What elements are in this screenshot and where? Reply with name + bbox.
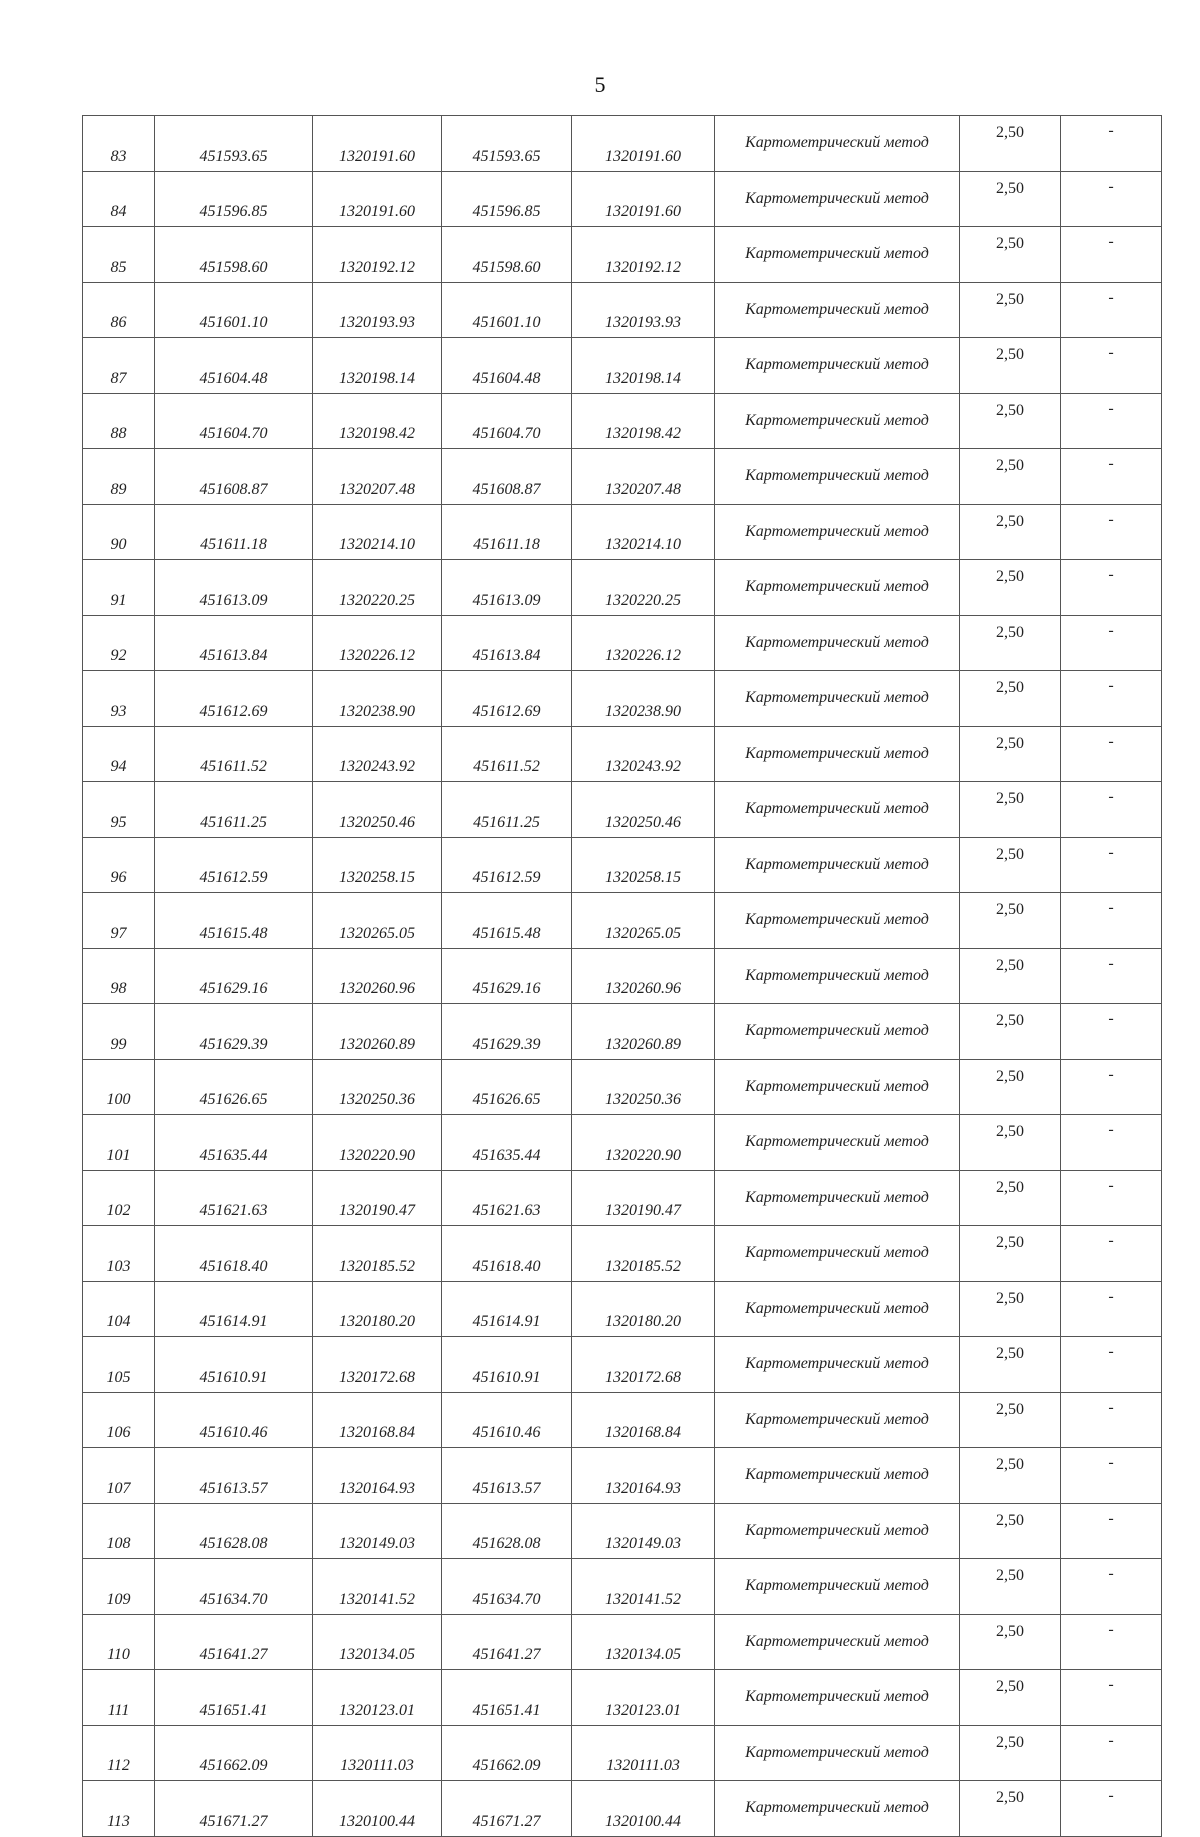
point-number-cell: 97 (83, 893, 155, 949)
table-row (83, 504, 1162, 560)
note-cell: - (1061, 1559, 1162, 1615)
method-cell: Картометрический метод (715, 1503, 960, 1559)
table-row (83, 671, 1162, 727)
point-number-cell: 95 (83, 782, 155, 838)
note-cell: - (1061, 1503, 1162, 1559)
accuracy-cell: 2,50 (960, 893, 1061, 949)
note-cell: - (1061, 782, 1162, 838)
point-number-cell: 84 (83, 171, 155, 227)
note-cell: - (1061, 671, 1162, 727)
table-row (83, 782, 1162, 838)
x-existing-cell: 451628.08 (155, 1503, 313, 1559)
page-number: 5 (594, 72, 606, 97)
accuracy-cell: 2,50 (960, 1670, 1061, 1726)
x-existing-cell: 451611.18 (155, 504, 313, 560)
accuracy-cell: 2,50 (960, 615, 1061, 671)
note-cell: - (1061, 1448, 1162, 1504)
x-new-cell: 451598.60 (442, 227, 572, 283)
y-existing-cell: 1320250.36 (313, 1059, 442, 1115)
x-new-cell: 451629.39 (442, 1004, 572, 1060)
x-new-cell: 451621.63 (442, 1170, 572, 1226)
note-cell: - (1061, 1670, 1162, 1726)
accuracy-cell: 2,50 (960, 1559, 1061, 1615)
x-existing-cell: 451635.44 (155, 1115, 313, 1171)
table-row (83, 1448, 1162, 1504)
x-new-cell: 451634.70 (442, 1559, 572, 1615)
method-cell: Картометрический метод (715, 227, 960, 283)
accuracy-cell: 2,50 (960, 1448, 1061, 1504)
method-cell: Картометрический метод (715, 1559, 960, 1615)
table-row (83, 615, 1162, 671)
y-existing-cell: 1320207.48 (313, 449, 442, 505)
y-existing-cell: 1320191.60 (313, 171, 442, 227)
table-row (83, 948, 1162, 1004)
x-existing-cell: 451608.87 (155, 449, 313, 505)
y-existing-cell: 1320238.90 (313, 671, 442, 727)
point-number-cell: 96 (83, 837, 155, 893)
table-row (83, 116, 1162, 172)
point-number-cell: 113 (83, 1781, 155, 1837)
y-existing-cell: 1320260.96 (313, 948, 442, 1004)
x-new-cell: 451615.48 (442, 893, 572, 949)
table-row (83, 1004, 1162, 1060)
note-cell: - (1061, 1392, 1162, 1448)
note-cell: - (1061, 1725, 1162, 1781)
x-existing-cell: 451601.10 (155, 282, 313, 338)
point-number-cell: 99 (83, 1004, 155, 1060)
point-number-cell: 104 (83, 1281, 155, 1337)
x-existing-cell: 451615.48 (155, 893, 313, 949)
note-cell: - (1061, 1170, 1162, 1226)
accuracy-cell: 2,50 (960, 671, 1061, 727)
y-new-cell: 1320100.44 (572, 1781, 715, 1837)
point-number-cell: 98 (83, 948, 155, 1004)
accuracy-cell: 2,50 (960, 1503, 1061, 1559)
y-new-cell: 1320191.60 (572, 116, 715, 172)
accuracy-cell: 2,50 (960, 393, 1061, 449)
method-cell: Картометрический метод (715, 726, 960, 782)
coordinates-table (82, 115, 1162, 1837)
y-existing-cell: 1320123.01 (313, 1670, 442, 1726)
note-cell: - (1061, 171, 1162, 227)
note-cell: - (1061, 449, 1162, 505)
x-new-cell: 451604.48 (442, 338, 572, 394)
y-existing-cell: 1320258.15 (313, 837, 442, 893)
note-cell: - (1061, 837, 1162, 893)
x-existing-cell: 451671.27 (155, 1781, 313, 1837)
y-new-cell: 1320191.60 (572, 171, 715, 227)
note-cell: - (1061, 338, 1162, 394)
accuracy-cell: 2,50 (960, 171, 1061, 227)
table-row (83, 1670, 1162, 1726)
point-number-cell: 92 (83, 615, 155, 671)
y-existing-cell: 1320226.12 (313, 615, 442, 671)
note-cell: - (1061, 560, 1162, 616)
x-new-cell: 451610.91 (442, 1337, 572, 1393)
x-new-cell: 451614.91 (442, 1281, 572, 1337)
y-existing-cell: 1320220.25 (313, 560, 442, 616)
note-cell: - (1061, 1059, 1162, 1115)
x-new-cell: 451611.52 (442, 726, 572, 782)
table-row (83, 1337, 1162, 1393)
x-existing-cell: 451629.39 (155, 1004, 313, 1060)
y-new-cell: 1320111.03 (572, 1725, 715, 1781)
y-existing-cell: 1320100.44 (313, 1781, 442, 1837)
accuracy-cell: 2,50 (960, 1004, 1061, 1060)
x-existing-cell: 451626.65 (155, 1059, 313, 1115)
x-new-cell: 451641.27 (442, 1614, 572, 1670)
note-cell: - (1061, 948, 1162, 1004)
point-number-cell: 87 (83, 338, 155, 394)
table-row (83, 1059, 1162, 1115)
y-existing-cell: 1320265.05 (313, 893, 442, 949)
point-number-cell: 90 (83, 504, 155, 560)
table-row (83, 227, 1162, 283)
method-cell: Картометрический метод (715, 893, 960, 949)
accuracy-cell: 2,50 (960, 1337, 1061, 1393)
y-new-cell: 1320172.68 (572, 1337, 715, 1393)
x-new-cell: 451596.85 (442, 171, 572, 227)
table-row (83, 171, 1162, 227)
point-number-cell: 112 (83, 1725, 155, 1781)
x-new-cell: 451626.65 (442, 1059, 572, 1115)
table-row (83, 1115, 1162, 1171)
y-new-cell: 1320198.42 (572, 393, 715, 449)
x-new-cell: 451612.69 (442, 671, 572, 727)
note-cell: - (1061, 393, 1162, 449)
x-new-cell: 451629.16 (442, 948, 572, 1004)
accuracy-cell: 2,50 (960, 948, 1061, 1004)
method-cell: Картометрический метод (715, 338, 960, 394)
x-new-cell: 451612.59 (442, 837, 572, 893)
point-number-cell: 88 (83, 393, 155, 449)
table-row (83, 1725, 1162, 1781)
x-new-cell: 451618.40 (442, 1226, 572, 1282)
x-existing-cell: 451611.25 (155, 782, 313, 838)
method-cell: Картометрический метод (715, 171, 960, 227)
method-cell: Картометрический метод (715, 1781, 960, 1837)
table-row (83, 1559, 1162, 1615)
y-new-cell: 1320198.14 (572, 338, 715, 394)
y-existing-cell: 1320193.93 (313, 282, 442, 338)
y-existing-cell: 1320149.03 (313, 1503, 442, 1559)
method-cell: Картометрический метод (715, 449, 960, 505)
point-number-cell: 83 (83, 116, 155, 172)
y-new-cell: 1320134.05 (572, 1614, 715, 1670)
table-row (83, 449, 1162, 505)
y-existing-cell: 1320192.12 (313, 227, 442, 283)
note-cell: - (1061, 1004, 1162, 1060)
point-number-cell: 109 (83, 1559, 155, 1615)
method-cell: Картометрический метод (715, 1725, 960, 1781)
accuracy-cell: 2,50 (960, 227, 1061, 283)
point-number-cell: 108 (83, 1503, 155, 1559)
y-new-cell: 1320164.93 (572, 1448, 715, 1504)
accuracy-cell: 2,50 (960, 1226, 1061, 1282)
table-row (83, 393, 1162, 449)
accuracy-cell: 2,50 (960, 1781, 1061, 1837)
note-cell: - (1061, 1115, 1162, 1171)
note-cell: - (1061, 1614, 1162, 1670)
accuracy-cell: 2,50 (960, 726, 1061, 782)
y-existing-cell: 1320164.93 (313, 1448, 442, 1504)
y-new-cell: 1320207.48 (572, 449, 715, 505)
point-number-cell: 91 (83, 560, 155, 616)
x-new-cell: 451610.46 (442, 1392, 572, 1448)
x-existing-cell: 451604.70 (155, 393, 313, 449)
x-existing-cell: 451613.09 (155, 560, 313, 616)
y-existing-cell: 1320185.52 (313, 1226, 442, 1282)
x-existing-cell: 451610.46 (155, 1392, 313, 1448)
y-new-cell: 1320214.10 (572, 504, 715, 560)
method-cell: Картометрический метод (715, 560, 960, 616)
y-new-cell: 1320220.25 (572, 560, 715, 616)
y-new-cell: 1320185.52 (572, 1226, 715, 1282)
note-cell: - (1061, 1781, 1162, 1837)
x-new-cell: 451635.44 (442, 1115, 572, 1171)
accuracy-cell: 2,50 (960, 1115, 1061, 1171)
point-number-cell: 103 (83, 1226, 155, 1282)
x-new-cell: 451601.10 (442, 282, 572, 338)
y-new-cell: 1320265.05 (572, 893, 715, 949)
x-existing-cell: 451662.09 (155, 1725, 313, 1781)
method-cell: Картометрический метод (715, 504, 960, 560)
y-existing-cell: 1320172.68 (313, 1337, 442, 1393)
method-cell: Картометрический метод (715, 1670, 960, 1726)
x-existing-cell: 451612.59 (155, 837, 313, 893)
table-row (83, 837, 1162, 893)
table-row (83, 1503, 1162, 1559)
x-existing-cell: 451593.65 (155, 116, 313, 172)
point-number-cell: 89 (83, 449, 155, 505)
table-row (83, 338, 1162, 394)
table-row (83, 1281, 1162, 1337)
x-new-cell: 451671.27 (442, 1781, 572, 1837)
point-number-cell: 100 (83, 1059, 155, 1115)
y-new-cell: 1320149.03 (572, 1503, 715, 1559)
x-existing-cell: 451611.52 (155, 726, 313, 782)
y-new-cell: 1320190.47 (572, 1170, 715, 1226)
x-existing-cell: 451610.91 (155, 1337, 313, 1393)
accuracy-cell: 2,50 (960, 1281, 1061, 1337)
method-cell: Картометрический метод (715, 948, 960, 1004)
y-new-cell: 1320168.84 (572, 1392, 715, 1448)
point-number-cell: 102 (83, 1170, 155, 1226)
x-existing-cell: 451651.41 (155, 1670, 313, 1726)
note-cell: - (1061, 615, 1162, 671)
y-new-cell: 1320243.92 (572, 726, 715, 782)
method-cell: Картометрический метод (715, 837, 960, 893)
accuracy-cell: 2,50 (960, 1170, 1061, 1226)
note-cell: - (1061, 1281, 1162, 1337)
note-cell: - (1061, 227, 1162, 283)
method-cell: Картометрический метод (715, 116, 960, 172)
x-new-cell: 451628.08 (442, 1503, 572, 1559)
note-cell: - (1061, 893, 1162, 949)
accuracy-cell: 2,50 (960, 560, 1061, 616)
x-existing-cell: 451613.57 (155, 1448, 313, 1504)
method-cell: Картометрический метод (715, 393, 960, 449)
y-new-cell: 1320141.52 (572, 1559, 715, 1615)
y-new-cell: 1320220.90 (572, 1115, 715, 1171)
x-existing-cell: 451641.27 (155, 1614, 313, 1670)
table-row (83, 726, 1162, 782)
y-existing-cell: 1320190.47 (313, 1170, 442, 1226)
y-existing-cell: 1320198.42 (313, 393, 442, 449)
y-new-cell: 1320250.36 (572, 1059, 715, 1115)
accuracy-cell: 2,50 (960, 1059, 1061, 1115)
x-existing-cell: 451634.70 (155, 1559, 313, 1615)
y-existing-cell: 1320168.84 (313, 1392, 442, 1448)
x-existing-cell: 451614.91 (155, 1281, 313, 1337)
method-cell: Картометрический метод (715, 1170, 960, 1226)
table-row (83, 893, 1162, 949)
note-cell: - (1061, 504, 1162, 560)
x-new-cell: 451608.87 (442, 449, 572, 505)
x-new-cell: 451593.65 (442, 116, 572, 172)
accuracy-cell: 2,50 (960, 116, 1061, 172)
accuracy-cell: 2,50 (960, 1392, 1061, 1448)
y-new-cell: 1320192.12 (572, 227, 715, 283)
x-existing-cell: 451618.40 (155, 1226, 313, 1282)
point-number-cell: 94 (83, 726, 155, 782)
table-body (83, 116, 1162, 1837)
point-number-cell: 101 (83, 1115, 155, 1171)
y-existing-cell: 1320260.89 (313, 1004, 442, 1060)
note-cell: - (1061, 1337, 1162, 1393)
point-number-cell: 93 (83, 671, 155, 727)
method-cell: Картометрический метод (715, 615, 960, 671)
y-existing-cell: 1320134.05 (313, 1614, 442, 1670)
y-existing-cell: 1320180.20 (313, 1281, 442, 1337)
accuracy-cell: 2,50 (960, 449, 1061, 505)
accuracy-cell: 2,50 (960, 1614, 1061, 1670)
method-cell: Картометрический метод (715, 1614, 960, 1670)
y-new-cell: 1320250.46 (572, 782, 715, 838)
x-existing-cell: 451596.85 (155, 171, 313, 227)
method-cell: Картометрический метод (715, 1281, 960, 1337)
method-cell: Картометрический метод (715, 1004, 960, 1060)
y-new-cell: 1320226.12 (572, 615, 715, 671)
table-row (83, 1781, 1162, 1837)
accuracy-cell: 2,50 (960, 338, 1061, 394)
y-existing-cell: 1320243.92 (313, 726, 442, 782)
y-existing-cell: 1320220.90 (313, 1115, 442, 1171)
y-new-cell: 1320123.01 (572, 1670, 715, 1726)
x-new-cell: 451611.25 (442, 782, 572, 838)
table-row (83, 1170, 1162, 1226)
x-existing-cell: 451621.63 (155, 1170, 313, 1226)
point-number-cell: 106 (83, 1392, 155, 1448)
y-new-cell: 1320260.96 (572, 948, 715, 1004)
x-new-cell: 451651.41 (442, 1670, 572, 1726)
accuracy-cell: 2,50 (960, 504, 1061, 560)
y-new-cell: 1320180.20 (572, 1281, 715, 1337)
note-cell: - (1061, 116, 1162, 172)
table-row (83, 1392, 1162, 1448)
table-row (83, 1614, 1162, 1670)
note-cell: - (1061, 726, 1162, 782)
method-cell: Картометрический метод (715, 671, 960, 727)
x-new-cell: 451604.70 (442, 393, 572, 449)
y-existing-cell: 1320198.14 (313, 338, 442, 394)
y-existing-cell: 1320141.52 (313, 1559, 442, 1615)
y-new-cell: 1320260.89 (572, 1004, 715, 1060)
accuracy-cell: 2,50 (960, 282, 1061, 338)
x-new-cell: 451613.57 (442, 1448, 572, 1504)
note-cell: - (1061, 1226, 1162, 1282)
y-new-cell: 1320258.15 (572, 837, 715, 893)
method-cell: Картометрический метод (715, 1226, 960, 1282)
point-number-cell: 110 (83, 1614, 155, 1670)
method-cell: Картометрический метод (715, 1448, 960, 1504)
note-cell: - (1061, 282, 1162, 338)
table-row (83, 282, 1162, 338)
point-number-cell: 86 (83, 282, 155, 338)
method-cell: Картометрический метод (715, 1059, 960, 1115)
method-cell: Картометрический метод (715, 1115, 960, 1171)
x-new-cell: 451613.84 (442, 615, 572, 671)
method-cell: Картометрический метод (715, 1392, 960, 1448)
x-existing-cell: 451613.84 (155, 615, 313, 671)
table-row (83, 1226, 1162, 1282)
y-existing-cell: 1320191.60 (313, 116, 442, 172)
y-existing-cell: 1320214.10 (313, 504, 442, 560)
x-existing-cell: 451612.69 (155, 671, 313, 727)
x-existing-cell: 451629.16 (155, 948, 313, 1004)
accuracy-cell: 2,50 (960, 782, 1061, 838)
point-number-cell: 111 (83, 1670, 155, 1726)
point-number-cell: 85 (83, 227, 155, 283)
x-new-cell: 451613.09 (442, 560, 572, 616)
y-existing-cell: 1320111.03 (313, 1725, 442, 1781)
accuracy-cell: 2,50 (960, 1725, 1061, 1781)
x-existing-cell: 451598.60 (155, 227, 313, 283)
method-cell: Картометрический метод (715, 782, 960, 838)
y-existing-cell: 1320250.46 (313, 782, 442, 838)
accuracy-cell: 2,50 (960, 837, 1061, 893)
y-new-cell: 1320193.93 (572, 282, 715, 338)
point-number-cell: 105 (83, 1337, 155, 1393)
method-cell: Картометрический метод (715, 1337, 960, 1393)
table-row (83, 560, 1162, 616)
point-number-cell: 107 (83, 1448, 155, 1504)
y-new-cell: 1320238.90 (572, 671, 715, 727)
x-existing-cell: 451604.48 (155, 338, 313, 394)
x-new-cell: 451662.09 (442, 1725, 572, 1781)
x-new-cell: 451611.18 (442, 504, 572, 560)
method-cell: Картометрический метод (715, 282, 960, 338)
